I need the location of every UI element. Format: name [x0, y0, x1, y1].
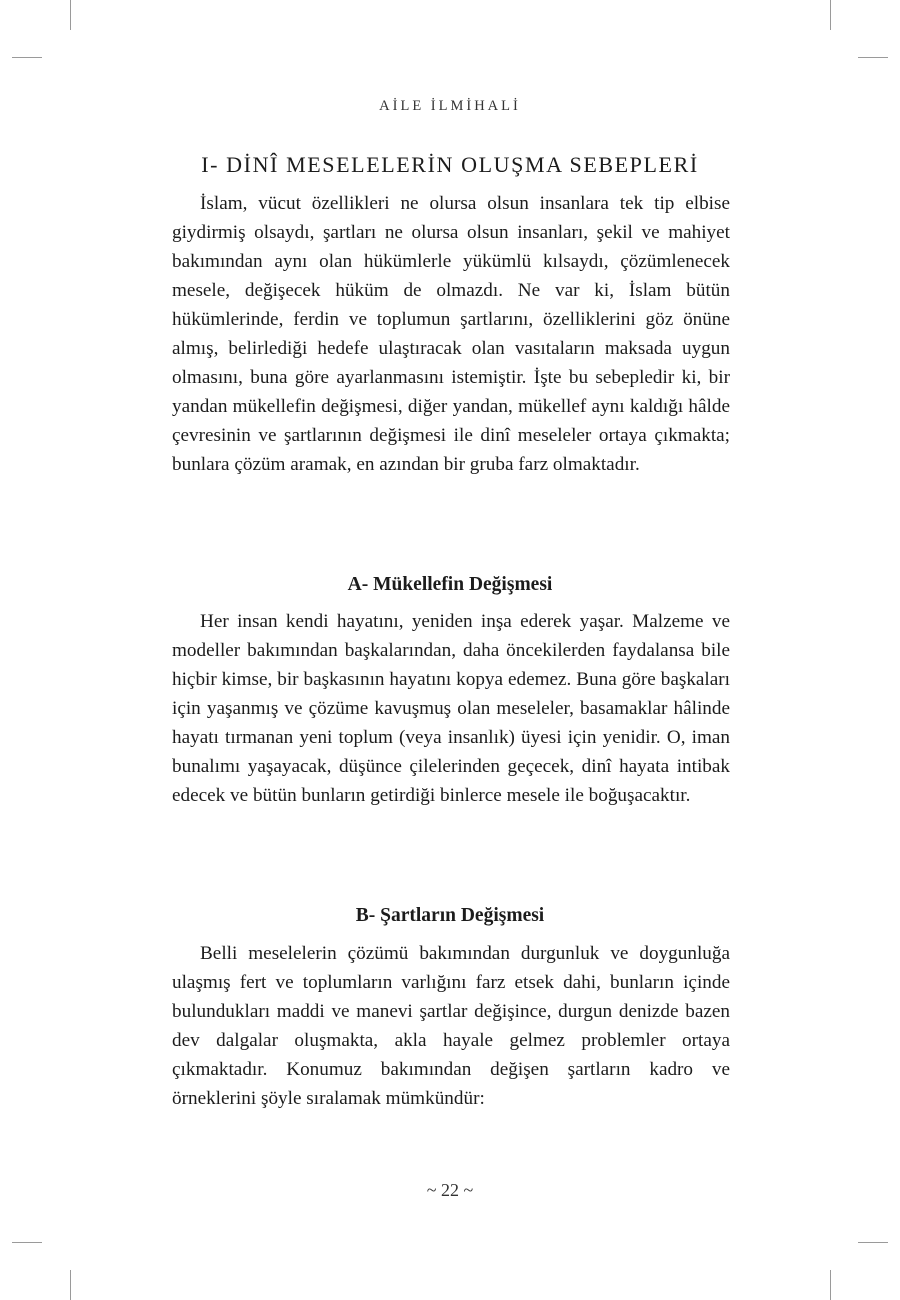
crop-mark-left-top [12, 57, 42, 58]
section-a-heading: A- Mükellefin Değişmesi [347, 574, 553, 595]
crop-mark-bottom-left [70, 1270, 71, 1300]
intro-paragraph: İslam, vücut özellikleri ne olursa olsun insanlara tek tip elbise giydirmiş olsaydı, şartları ne olursa olsun insanları, şekil ve mahiyet bakımından aynı olan hükümlerle yükümlü kılsaydı, çözümlenecek mesele, değişecek hüküm de olmazdı. Ne var ki, İslam bütün hükümlerinde, ferdin ve toplumun şartlarını, özelliklerini göz önüne almış, belirlediği hedefe ulaştıracak olan vasıtaların maksada uygun olmasını, buna göre ayarlanmasını istemiştir. İşte bu sebepledir ki, bir yandan mükellefin değişmesi, diğer yandan, mükellef aynı kaldığı hâlde çevresinin ve şartlarının değişmesi ile dinî meseleler ortaya çıkmakta; bunlara çözüm aramak, en azından bir gruba farz olmaktadır. [172, 193, 730, 475]
crop-mark-top-left [70, 0, 71, 30]
running-head: AİLE İLMİHALİ [379, 98, 521, 114]
section-b-heading: B- Şartların Değişmesi [355, 905, 545, 926]
crop-mark-left-bottom [12, 1242, 42, 1243]
section-b-paragraph: Belli meselelerin çözümü bakımından durgunluk ve doygunluğa ulaşmış fert ve toplumların varlığını farz etsek dahi, bunların içinde bulundukları maddi ve manevi şartlar değişince, durgun denizde bazen dev dalgalar oluşmakta, akla hayale gelmez problemler ortaya çıkmaktadır. Konumuz bakımından değişen şartların kadro ve örneklerini şöyle sıralamak mümkündür: [172, 943, 730, 1109]
crop-mark-bottom-right [830, 1270, 831, 1300]
section-a-paragraph: Her insan kendi hayatını, yeniden inşa ederek yaşar. Malzeme ve modeller bakımından başkalarından, daha öncekilerden faydalansa bile hiçbir kimse, bir başkasının hayatını kopya edemez. Buna göre başkaları için yaşanmış ve çözüme kavuşmuş olan meseleler, basamaklar hâlinde hayatı tırmanan yeni toplum (veya insanlık) üyesi için yenidir. O, iman bunalımı yaşayacak, düşünce çilelerinden geçecek, dinî hayata intibak edecek ve bütün bunların getirdiği binlerce mesele ile boğuşacaktır. [172, 611, 730, 806]
crop-mark-right-bottom [858, 1242, 888, 1243]
crop-mark-right-top [858, 57, 888, 58]
crop-mark-top-right [830, 0, 831, 30]
page-number: ~ 22 ~ [426, 1180, 474, 1200]
chapter-title: I- DİNÎ MESELELERİN OLUŞMA SEBEPLERİ [201, 152, 699, 177]
